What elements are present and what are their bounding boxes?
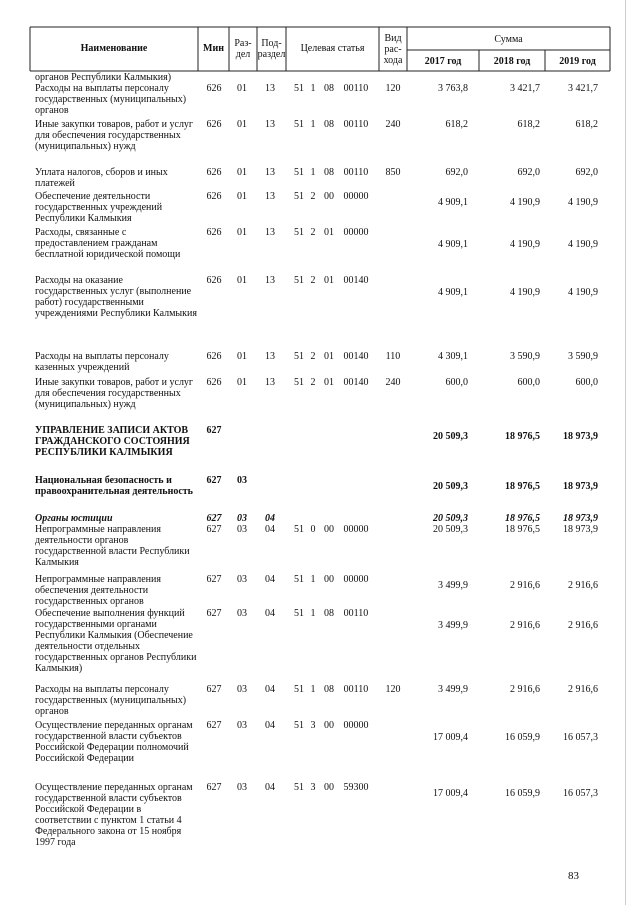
- row-cs-event: 08: [324, 119, 334, 130]
- row-sum-2019: 600,0: [575, 377, 598, 388]
- row-cs-direction: 00110: [343, 119, 369, 130]
- row-cs-event: 00: [324, 191, 334, 202]
- header-celevaya: Целевая статья: [300, 43, 365, 54]
- row-cs-subprogram: 3: [310, 782, 316, 793]
- row-sum-2017: 692,0: [445, 167, 468, 178]
- row-sum-2019: 16 057,3: [563, 732, 598, 743]
- row-sum-2018: 2 916,6: [510, 620, 540, 631]
- row-razdel: 03: [237, 524, 247, 535]
- row-sum-2017: 3 763,8: [438, 83, 468, 94]
- row-min: 627: [206, 425, 222, 436]
- row-name: Обеспечение выполнения функций государственными органами Республики Калмыкия (Обеспечение деятельности отдельных государственных органов Республики Калмыкия): [35, 608, 197, 674]
- row-name: Осуществление переданных органам государственной власти субъектов Российской Федерации в соответствии с пунктом 1 статьи 4 Федерального закона от 15 ноября 1997 года: [35, 782, 193, 848]
- row-razdel: 01: [237, 351, 247, 362]
- row-cs-subprogram: 2: [310, 377, 316, 388]
- row-cs-event: 01: [324, 227, 334, 238]
- row-cs-direction: 00000: [343, 191, 369, 202]
- row-cs-subprogram: 0: [310, 524, 316, 535]
- row-cs-event: 00: [324, 720, 334, 731]
- row-vid: 110: [385, 351, 401, 362]
- row-cs-direction: 59300: [343, 782, 369, 793]
- row-sum-2019: 18 973,9: [563, 513, 598, 524]
- row-sum-2017: 20 509,3: [433, 481, 468, 492]
- row-sum-2019: 4 190,9: [568, 239, 598, 250]
- row-razdel: 03: [237, 574, 247, 585]
- row-podrazdel: 04: [265, 782, 275, 793]
- row-sum-2019: 2 916,6: [568, 580, 598, 591]
- row-cs-direction: 00110: [343, 684, 369, 695]
- row-sum-2018: 18 976,5: [505, 481, 540, 492]
- row-name: Непрограммные направления обеспечения деятельности государственных органов: [35, 574, 161, 607]
- row-cs-event: 01: [324, 275, 334, 286]
- header-podrazdel: Под- раздел: [257, 38, 286, 60]
- row-sum-2019: 18 973,9: [563, 524, 598, 535]
- row-min: 627: [206, 720, 222, 731]
- row-name: органов Республики Калмыкия): [35, 72, 172, 83]
- row-podrazdel: 04: [265, 684, 275, 695]
- row-sum-2018: 3 590,9: [510, 351, 540, 362]
- row-razdel: 01: [237, 119, 247, 130]
- row-cs-subprogram: 2: [310, 351, 316, 362]
- row-min: 627: [206, 782, 222, 793]
- row-cs-event: 08: [324, 167, 334, 178]
- row-cs-subprogram: 1: [310, 119, 316, 130]
- row-vid: 120: [385, 83, 401, 94]
- row-min: 627: [206, 524, 222, 535]
- row-cs-program: 51: [294, 524, 304, 535]
- row-cs-direction: 00110: [343, 608, 369, 619]
- row-sum-2017: 618,2: [445, 119, 468, 130]
- row-cs-subprogram: 2: [310, 227, 316, 238]
- header-name: Наименование: [80, 43, 148, 54]
- header-summa: Сумма: [494, 34, 523, 45]
- row-sum-2018: 4 190,9: [510, 239, 540, 250]
- row-cs-direction: 00110: [343, 167, 369, 178]
- row-cs-event: 08: [324, 83, 334, 94]
- row-razdel: 01: [237, 227, 247, 238]
- row-min: 626: [206, 191, 222, 202]
- row-min: 626: [206, 227, 222, 238]
- row-cs-event: 00: [324, 574, 334, 585]
- row-podrazdel: 13: [265, 227, 275, 238]
- row-cs-direction: 00140: [343, 351, 369, 362]
- row-cs-event: 01: [324, 351, 334, 362]
- row-sum-2017: 3 499,9: [438, 684, 468, 695]
- row-name: Иные закупки товаров, работ и услуг для обеспечения государственных (муниципальных) нужд: [35, 377, 194, 410]
- row-sum-2017: 600,0: [445, 377, 468, 388]
- header-min: Мин: [203, 43, 224, 54]
- row-sum-2018: 692,0: [517, 167, 540, 178]
- row-min: 626: [206, 377, 222, 388]
- row-podrazdel: 13: [265, 119, 275, 130]
- row-min: 626: [206, 351, 222, 362]
- row-name: Обеспечение деятельности государственных учреждений Республики Калмыкия: [35, 191, 163, 224]
- row-sum-2018: 4 190,9: [510, 197, 540, 208]
- row-cs-program: 51: [294, 275, 304, 286]
- row-name: Национальная безопасность и правоохранительная деятельность: [35, 475, 193, 497]
- row-min: 626: [206, 167, 222, 178]
- row-vid: 120: [385, 684, 401, 695]
- row-cs-direction: 00000: [343, 720, 369, 731]
- row-min: 626: [206, 83, 222, 94]
- row-sum-2018: 2 916,6: [510, 684, 540, 695]
- row-min: 627: [206, 684, 222, 695]
- row-cs-direction: 00110: [343, 83, 369, 94]
- row-cs-program: 51: [294, 227, 304, 238]
- header-2018: 2018 год: [493, 56, 531, 67]
- row-sum-2017: 3 499,9: [438, 620, 468, 631]
- row-cs-subprogram: 1: [310, 574, 316, 585]
- row-cs-event: 01: [324, 377, 334, 388]
- row-min: 627: [206, 513, 222, 524]
- row-sum-2017: 4 909,1: [438, 197, 468, 208]
- row-name: Расходы на оказание государственных услуг (выполнение работ) государственными учреждениями Республики Калмыкия: [35, 275, 197, 319]
- scan-edge: [625, 0, 626, 905]
- row-name: Расходы на выплаты персоналу государственных (муниципальных) органов: [35, 83, 187, 116]
- row-sum-2017: 17 009,4: [433, 732, 468, 743]
- header-vid: Вид рас- хода: [383, 33, 403, 66]
- row-cs-subprogram: 1: [310, 167, 316, 178]
- row-name: Органы юстиции: [35, 513, 113, 524]
- row-razdel: 03: [237, 684, 247, 695]
- row-cs-direction: 00000: [343, 574, 369, 585]
- row-razdel: 01: [237, 83, 247, 94]
- row-podrazdel: 04: [265, 574, 275, 585]
- row-sum-2019: 4 190,9: [568, 287, 598, 298]
- row-podrazdel: 13: [265, 377, 275, 388]
- row-podrazdel: 13: [265, 275, 275, 286]
- row-razdel: 03: [237, 475, 247, 486]
- row-cs-event: 08: [324, 608, 334, 619]
- row-vid: 850: [385, 167, 401, 178]
- row-podrazdel: 13: [265, 83, 275, 94]
- row-podrazdel: 13: [265, 351, 275, 362]
- row-cs-event: 00: [324, 524, 334, 535]
- row-sum-2019: 2 916,6: [568, 620, 598, 631]
- row-sum-2018: 16 059,9: [505, 732, 540, 743]
- row-cs-subprogram: 3: [310, 720, 316, 731]
- row-sum-2018: 2 916,6: [510, 580, 540, 591]
- row-cs-program: 51: [294, 782, 304, 793]
- row-sum-2017: 4 909,1: [438, 239, 468, 250]
- row-razdel: 01: [237, 191, 247, 202]
- row-sum-2018: 600,0: [517, 377, 540, 388]
- row-cs-program: 51: [294, 83, 304, 94]
- row-min: 627: [206, 475, 222, 486]
- row-cs-subprogram: 2: [310, 191, 316, 202]
- row-cs-subprogram: 1: [310, 608, 316, 619]
- row-cs-direction: 00140: [343, 377, 369, 388]
- row-cs-direction: 00000: [343, 524, 369, 535]
- row-vid: 240: [385, 119, 401, 130]
- row-razdel: 03: [237, 513, 247, 524]
- row-sum-2017: 20 509,3: [433, 431, 468, 442]
- row-sum-2019: 4 190,9: [568, 197, 598, 208]
- row-cs-program: 51: [294, 684, 304, 695]
- row-razdel: 01: [237, 275, 247, 286]
- row-cs-event: 08: [324, 684, 334, 695]
- row-min: 627: [206, 608, 222, 619]
- row-sum-2019: 3 421,7: [568, 83, 598, 94]
- row-cs-program: 51: [294, 608, 304, 619]
- row-razdel: 03: [237, 782, 247, 793]
- row-razdel: 01: [237, 377, 247, 388]
- row-name: Расходы на выплаты персоналу казенных учреждений: [35, 351, 169, 373]
- row-cs-program: 51: [294, 119, 304, 130]
- row-cs-program: 51: [294, 191, 304, 202]
- row-sum-2017: 17 009,4: [433, 788, 468, 799]
- row-sum-2018: 18 976,5: [505, 513, 540, 524]
- header-2019: 2019 год: [559, 56, 596, 67]
- header-razdel: Раз- дел: [234, 38, 252, 60]
- row-razdel: 03: [237, 608, 247, 619]
- row-cs-program: 51: [294, 574, 304, 585]
- row-sum-2019: 2 916,6: [568, 684, 598, 695]
- row-cs-program: 51: [294, 351, 304, 362]
- row-sum-2018: 18 976,5: [505, 524, 540, 535]
- row-min: 626: [206, 119, 222, 130]
- row-cs-subprogram: 1: [310, 83, 316, 94]
- row-sum-2019: 18 973,9: [563, 431, 598, 442]
- row-sum-2019: 16 057,3: [563, 788, 598, 799]
- row-name: Иные закупки товаров, работ и услуг для обеспечения государственных (муниципальных) нужд: [35, 119, 194, 152]
- row-name: УПРАВЛЕНИЕ ЗАПИСИ АКТОВ ГРАЖДАНСКОГО СОСТОЯНИЯ РЕСПУБЛИКИ КАЛМЫКИЯ: [35, 425, 190, 458]
- row-podrazdel: 04: [265, 608, 275, 619]
- row-sum-2018: 4 190,9: [510, 287, 540, 298]
- row-min: 626: [206, 275, 222, 286]
- row-name: Расходы на выплаты персоналу государственных (муниципальных) органов: [35, 684, 187, 717]
- row-name: Осуществление переданных органам государственной власти субъектов Российской Федерации полномочий Российской Федерации: [35, 720, 193, 764]
- row-sum-2019: 3 590,9: [568, 351, 598, 362]
- row-sum-2019: 618,2: [575, 119, 598, 130]
- row-vid: 240: [385, 377, 401, 388]
- row-sum-2017: 20 509,3: [433, 524, 468, 535]
- row-name: Уплата налогов, сборов и иных платежей: [35, 167, 168, 189]
- row-podrazdel: 13: [265, 167, 275, 178]
- row-cs-direction: 00000: [343, 227, 369, 238]
- row-cs-subprogram: 2: [310, 275, 316, 286]
- row-name: Непрограммные направления деятельности органов государственной власти Республики Калмыкия: [35, 524, 190, 568]
- row-name: Расходы, связанные с предоставлением гражданам бесплатной юридической помощи: [35, 227, 181, 260]
- row-cs-program: 51: [294, 167, 304, 178]
- row-sum-2019: 18 973,9: [563, 481, 598, 492]
- header-2017: 2017 год: [424, 56, 462, 67]
- row-razdel: 01: [237, 167, 247, 178]
- row-min: 627: [206, 574, 222, 585]
- row-cs-program: 51: [294, 720, 304, 731]
- row-sum-2018: 16 059,9: [505, 788, 540, 799]
- row-sum-2018: 618,2: [517, 119, 540, 130]
- row-cs-event: 00: [324, 782, 334, 793]
- row-podrazdel: 13: [265, 191, 275, 202]
- row-podrazdel: 04: [265, 524, 275, 535]
- row-sum-2018: 18 976,5: [505, 431, 540, 442]
- row-sum-2017: 20 509,3: [433, 513, 468, 524]
- row-cs-program: 51: [294, 377, 304, 388]
- row-sum-2017: 3 499,9: [438, 580, 468, 591]
- row-sum-2017: 4 309,1: [438, 351, 468, 362]
- page-number: 83: [568, 870, 579, 882]
- row-sum-2019: 692,0: [575, 167, 598, 178]
- row-sum-2018: 3 421,7: [510, 83, 540, 94]
- row-podrazdel: 04: [265, 720, 275, 731]
- row-cs-subprogram: 1: [310, 684, 316, 695]
- row-cs-direction: 00140: [343, 275, 369, 286]
- row-podrazdel: 04: [265, 513, 275, 524]
- row-razdel: 03: [237, 720, 247, 731]
- row-sum-2017: 4 909,1: [438, 287, 468, 298]
